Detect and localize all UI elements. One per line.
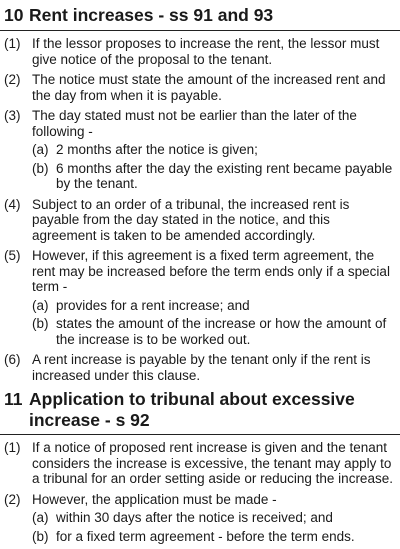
clause-item [0, 72, 400, 103]
subclause-text: provides for a rent increase; and [56, 297, 250, 313]
section-title: Rent increases - ss 91 and 93 [29, 5, 274, 25]
subclause-item [32, 316, 394, 347]
clause-text: The day stated must not be earlier than the later of the following - [32, 108, 357, 139]
clause-number: (4) [4, 196, 21, 212]
subclause-number: (a) [32, 142, 49, 157]
subclause-item [32, 529, 394, 545]
section-heading [0, 5, 400, 31]
clause-item [0, 492, 400, 545]
clause-number: (2) [4, 491, 21, 507]
clause-text: If a notice of proposed rent increase is given and the tenant considers the increase is excessive, the tenant may apply to a tribunal for an order setting aside or reducing the increase. [32, 440, 393, 486]
clause-item [0, 440, 400, 487]
clause-text: However, if this agreement is a fixed term agreement, the rent may be increased before the term ends only if a special term - [32, 248, 390, 294]
section-title: Application to tribunal about excessive increase - s 92 [29, 389, 355, 430]
subclause-item [32, 142, 394, 158]
subclause-number: (a) [32, 297, 49, 313]
clause-item [0, 108, 400, 192]
clause-item [0, 197, 400, 244]
subclause-item [32, 161, 394, 192]
subclause-item [32, 510, 394, 526]
clause-number: (1) [4, 440, 21, 455]
subclause-text: for a fixed term agreement - before the term ends. [56, 528, 355, 544]
subclause-text: within 30 days after the notice is received; and [56, 510, 333, 525]
subclause-item [32, 298, 394, 314]
clause-text: A rent increase is payable by the tenant only if the rent is increased under this clause. [32, 352, 371, 383]
clause-number: (5) [4, 248, 21, 263]
clause-number: (2) [4, 72, 21, 87]
clause-item [0, 36, 400, 67]
clause-item [0, 352, 400, 383]
subclause-text: 6 months after the day the existing rent became payable by the tenant. [56, 160, 393, 191]
clause-text: Subject to an order of a tribunal, the increased rent is payable from the day stated in the notice, and this agreement is taken to be amended accordingly. [32, 196, 350, 243]
section-number: 10 [4, 5, 24, 25]
section-number: 11 [4, 389, 23, 409]
subclause-number: (b) [32, 316, 49, 331]
clause-number: (1) [4, 36, 21, 51]
subclause-text: 2 months after the notice is given; [56, 142, 258, 157]
subclause-number: (b) [32, 160, 49, 176]
subclause-text: states the amount of the increase or how the amount of the increase is to be worked out. [56, 316, 387, 347]
clause-item [0, 248, 400, 347]
section-heading [0, 389, 400, 435]
clause-text: The notice must state the amount of the increased rent and the day from when it is payable. [32, 72, 386, 103]
section-items [0, 440, 400, 544]
clause-number: (3) [4, 108, 21, 123]
clause-text: If the lessor proposes to increase the rent, the lessor must give notice of the proposal to the tenant. [32, 36, 380, 67]
section-items [0, 36, 400, 383]
clause-number: (6) [4, 352, 21, 367]
subclause-number: (b) [32, 528, 49, 544]
subclause-number: (a) [32, 510, 49, 525]
clause-text: However, the application must be made - [32, 491, 277, 507]
